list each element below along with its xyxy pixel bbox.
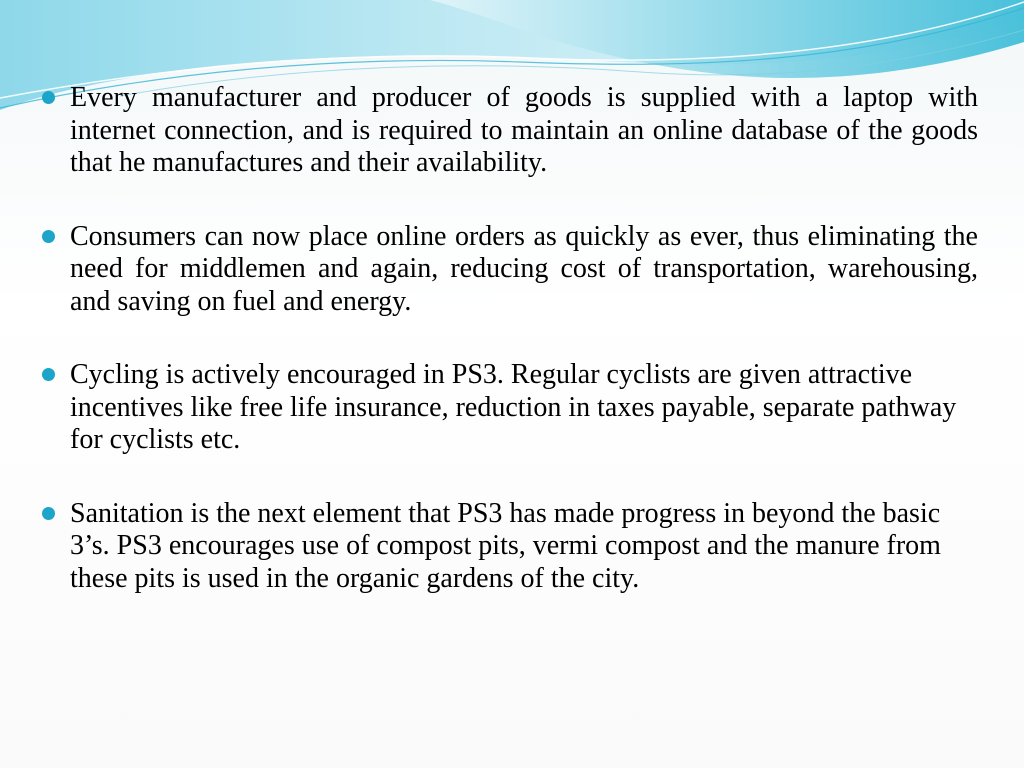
bullet-list <box>40 82 978 595</box>
bullet-text: Sanitation is the next element that PS3 has made progress in beyond the basic 3’s. PS3 encourages use of compost pits, vermi compost and the manure from these pits is used in the organic gardens of the city. <box>70 497 941 594</box>
bullet-dot-icon <box>42 368 55 381</box>
bullet-item <box>40 82 978 180</box>
slide-content <box>40 82 978 636</box>
bullet-text: Cycling is actively encouraged in PS3. Regular cyclists are given attractive incentives like free life insurance, reduction in taxes payable, separate pathway for cyclists etc. <box>70 359 957 455</box>
bullet-text: Consumers can now place online orders as quickly as ever, thus eliminating the need for middlemen and again, reducing cost of transportation, warehousing, and saving on fuel and energy. <box>70 220 978 317</box>
bullet-item <box>40 359 978 457</box>
bullet-dot-icon <box>42 91 55 104</box>
bullet-text: Every manufacturer and producer of goods is supplied with a laptop with internet connection, and is required to maintain an online database of the goods that he manufactures and their availability. <box>70 82 978 178</box>
bullet-dot-icon <box>42 507 55 520</box>
bullet-item <box>40 221 978 319</box>
bullet-dot-icon <box>42 230 55 243</box>
bullet-item <box>40 498 978 596</box>
